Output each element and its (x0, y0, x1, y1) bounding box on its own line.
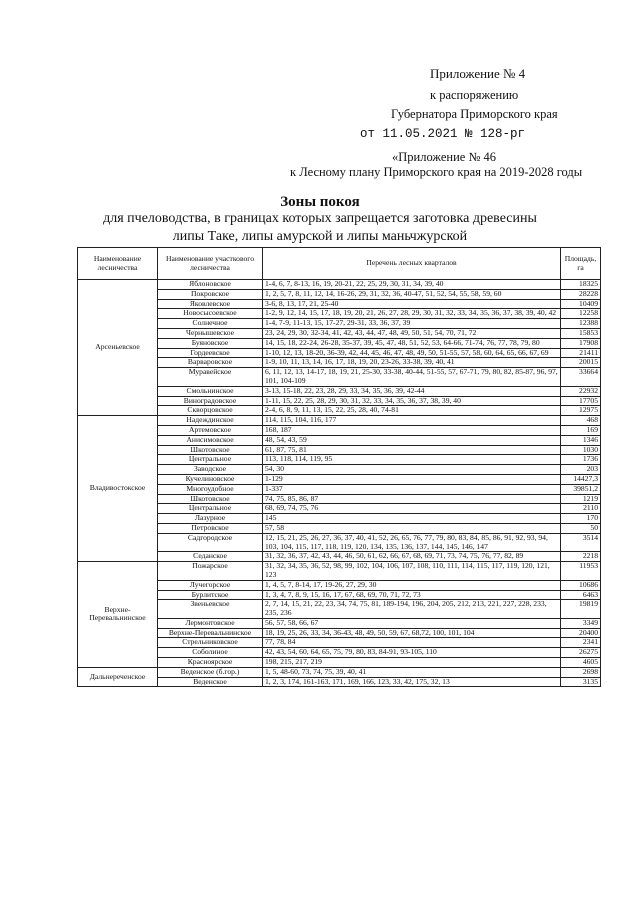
section-cell: Лазурное (158, 514, 263, 524)
area-cell: 468 (561, 416, 601, 426)
section-cell: Стрельниковское (158, 638, 263, 648)
area-cell: 21411 (561, 348, 601, 358)
table-row (78, 416, 601, 426)
section-cell: Центральное (158, 504, 263, 514)
area-cell: 12388 (561, 319, 601, 329)
section-cell: Смольнинское (158, 386, 263, 396)
area-cell: 10686 (561, 580, 601, 590)
quarters-cell: 18, 19, 25, 26, 33, 34, 36-43, 48, 49, 50, 59, 67, 68,72, 100, 101, 104 (263, 628, 561, 638)
section-cell: Кучелиновское (158, 474, 263, 484)
section-cell: Яковлевское (158, 299, 263, 309)
section-cell: Седанское (158, 552, 263, 562)
area-cell: 2218 (561, 552, 601, 562)
table-header-row (78, 248, 601, 280)
forest-plan-reference: к Лесному плану Приморского края на 2019-2028 годы (290, 165, 583, 179)
quarters-cell: 54, 30 (263, 465, 561, 475)
quarters-cell: 77, 78, 84 (263, 638, 561, 648)
section-cell: Яблоновское (158, 280, 263, 290)
table-row (78, 280, 601, 290)
section-cell: Гордеевское (158, 348, 263, 358)
area-cell: 22932 (561, 386, 601, 396)
quarters-cell: 168, 187 (263, 425, 561, 435)
quarters-cell: 1, 5, 48-60, 73, 74, 75, 39, 40, 41 (263, 667, 561, 677)
area-cell: 17705 (561, 396, 601, 406)
quarters-cell: 57, 58 (263, 523, 561, 533)
quarters-cell: 1-4, 6, 7, 8-13, 16, 19, 20-21, 22, 25, 29, 30, 31, 34, 39, 40 (263, 280, 561, 290)
quarters-cell: 1-129 (263, 474, 561, 484)
section-cell: Буяновское (158, 338, 263, 348)
forestry-cell: Владивостокское (78, 416, 158, 562)
area-cell: 12258 (561, 309, 601, 319)
area-cell: 2698 (561, 667, 601, 677)
header-section: Наименование участкового лесничества (158, 248, 263, 280)
area-cell: 2110 (561, 504, 601, 514)
header-forestry: Наименование лесничества (78, 248, 158, 280)
section-cell: Бурлитское (158, 590, 263, 600)
quarters-cell: 1-4, 7-9, 11-13, 15, 17-27, 29-31, 33, 36, 37, 39 (263, 319, 561, 329)
section-cell: Верхне-Перевальнинское (158, 628, 263, 638)
section-cell: Центральное (158, 455, 263, 465)
appendix-number: Приложение № 4 (430, 66, 526, 81)
section-cell: Виноградовское (158, 396, 263, 406)
quarters-cell: 31, 32, 34, 35, 36, 52, 98, 99, 102, 104, 106, 107, 108, 110, 111, 114, 115, 117, 119, 120, 121, 123 (263, 562, 561, 581)
section-cell: Пожарское (158, 562, 263, 581)
area-cell: 6463 (561, 590, 601, 600)
quarters-cell: 1-337 (263, 484, 561, 494)
quarters-cell: 3-13, 15-18, 22, 23, 28, 29, 33, 34, 35, 36, 39, 42-44 (263, 386, 561, 396)
quarters-cell: 114, 115, 104, 116, 177 (263, 416, 561, 426)
area-cell: 17908 (561, 338, 601, 348)
area-cell: 19819 (561, 600, 601, 619)
header-quarters: Перечень лесных кварталов (263, 248, 561, 280)
quarters-cell: 1, 2, 5, 7, 8, 11, 12, 14, 16-26, 29, 31, 32, 36, 40-47, 51, 52, 54, 55, 58, 59, 60 (263, 289, 561, 299)
table-row (78, 562, 601, 581)
area-cell: 1030 (561, 445, 601, 455)
section-cell: Скворцовское (158, 406, 263, 416)
section-cell: Новосысоевское (158, 309, 263, 319)
document-subtitle-line1: для пчеловодства, в границах которых запрещается заготовка древесины (103, 211, 537, 226)
area-cell: 11953 (561, 562, 601, 581)
area-cell: 18325 (561, 280, 601, 290)
quarters-cell: 1, 2, 3, 174, 161-163, 171, 169, 166, 123, 33, 42, 175, 32, 13 (263, 677, 561, 687)
section-cell: Веденское (б.гор.) (158, 667, 263, 677)
area-cell: 26275 (561, 648, 601, 658)
section-cell: Шкотовское (158, 445, 263, 455)
quarters-cell: 198, 215, 217, 219 (263, 658, 561, 668)
area-cell: 28228 (561, 289, 601, 299)
forestry-cell: Арсеньевское (78, 280, 158, 416)
quarters-cell: 1-10, 12, 13, 18-20, 36-39, 42, 44, 45, 46, 47, 48, 49, 50, 51-55, 57, 58, 60, 64, 65, 66, 67, 69 (263, 348, 561, 358)
section-cell: Анисимовское (158, 435, 263, 445)
governor-label: Губернатора Приморского края (391, 107, 558, 121)
section-cell: Надеждинское (158, 416, 263, 426)
table-row (78, 667, 601, 677)
section-cell: Муравейское (158, 368, 263, 387)
area-cell: 15853 (561, 328, 601, 338)
section-cell: Садгородское (158, 533, 263, 552)
section-cell: Лучегорское (158, 580, 263, 590)
section-cell: Веденское (158, 677, 263, 687)
area-cell: 14427,3 (561, 474, 601, 484)
section-cell: Многоудобное (158, 484, 263, 494)
area-cell: 20015 (561, 358, 601, 368)
area-cell: 50 (561, 523, 601, 533)
quarters-cell: 56, 57, 58, 66, 67 (263, 618, 561, 628)
section-cell: Чернышевское (158, 328, 263, 338)
quarters-cell: 23, 24, 29, 30, 32-34, 41, 42, 43, 44, 47, 48, 49, 50, 51, 54, 70, 71, 72 (263, 328, 561, 338)
header-area: Площадь, га (561, 248, 601, 280)
document-subtitle-line2: липы Таке, липы амурской и липы маньчжурской (172, 229, 468, 244)
section-cell: Петровское (158, 523, 263, 533)
area-cell: 39851,2 (561, 484, 601, 494)
table-body (78, 280, 601, 687)
appendix-46: «Приложение № 46 (392, 150, 497, 164)
quarters-cell: 145 (263, 514, 561, 524)
quarters-cell: 1, 3, 4, 7, 8, 9, 15, 16, 17, 67, 68, 69, 70, 71, 72, 73 (263, 590, 561, 600)
forestry-cell: Дальнереченское (78, 667, 158, 687)
quarters-cell: 1, 4, 5, 7, 8-14, 17, 19-26, 27, 29, 30 (263, 580, 561, 590)
quarters-cell: 48, 54, 43, 59 (263, 435, 561, 445)
area-cell: 10409 (561, 299, 601, 309)
section-cell: Солнечное (158, 319, 263, 329)
area-cell: 33664 (561, 368, 601, 387)
section-cell: Звеньевское (158, 600, 263, 619)
order-date-number: от 11.05.2021 № 128-рг (360, 127, 526, 141)
quarters-cell: 1-11, 15, 22, 25, 28, 29, 30, 31, 32, 33, 34, 35, 36, 37, 38, 39, 40 (263, 396, 561, 406)
section-cell: Варваровское (158, 358, 263, 368)
quarters-cell: 113, 118, 114, 119, 95 (263, 455, 561, 465)
section-cell: Артемовское (158, 425, 263, 435)
area-cell: 3514 (561, 533, 601, 552)
area-cell: 170 (561, 514, 601, 524)
area-cell: 12975 (561, 406, 601, 416)
quarters-cell: 6, 11, 12, 13, 14-17, 18, 19, 21, 25-30, 33-38, 40-44, 51-55, 57, 67-71, 79, 80, 82, 85-87, 96, 97, 101, 104-109 (263, 368, 561, 387)
quarters-cell: 3-6, 8, 13, 17, 21, 25-40 (263, 299, 561, 309)
quarters-cell: 1-9, 10, 11, 13, 14, 16, 17, 18, 19, 20, 23-26, 33-38, 39, 40, 41 (263, 358, 561, 368)
order-reference: к распоряжению (430, 88, 519, 102)
area-cell: 20400 (561, 628, 601, 638)
section-cell: Красноярское (158, 658, 263, 668)
document-title: Зоны покоя (280, 194, 360, 210)
section-cell: Заводское (158, 465, 263, 475)
area-cell: 203 (561, 465, 601, 475)
quarters-cell: 74, 75, 85, 86, 87 (263, 494, 561, 504)
area-cell: 3135 (561, 677, 601, 687)
quarters-cell: 31, 32, 36, 37, 42, 43, 44, 46, 50, 61, 62, 66, 67, 68, 69, 71, 73, 74, 75, 76, 77, 82, 89 (263, 552, 561, 562)
area-cell: 169 (561, 425, 601, 435)
quarters-cell: 2-4, 6, 8, 9, 11, 13, 15, 22, 25, 28, 40, 74-81 (263, 406, 561, 416)
quarters-cell: 12, 15, 21, 25, 26, 27, 36, 37, 40, 41, 52, 26, 65, 76, 77, 79, 80, 83, 84, 85, 86, 91, 92, 93, 94, 103, 104, 115, 117, 118, 119, 120, 134, 135, 136, 137, 144, 145, 146, 147 (263, 533, 561, 552)
quarters-cell: 2, 7, 14, 15, 21, 22, 23, 34, 74, 75, 81, 189-194, 196, 204, 205, 212, 213, 221, 227, 228, 233, 235, 236 (263, 600, 561, 619)
section-cell: Покровское (158, 289, 263, 299)
quarters-cell: 68, 69, 74, 75, 76 (263, 504, 561, 514)
area-cell: 3349 (561, 618, 601, 628)
quarters-cell: 61, 87, 75, 81 (263, 445, 561, 455)
area-cell: 1346 (561, 435, 601, 445)
section-cell: Лермонтовское (158, 618, 263, 628)
quarters-cell: 1-2, 9, 12, 14, 15, 17, 18, 19, 20, 21, 26, 27, 28, 29, 30, 31, 32, 33, 34, 35, 36, 37, 38, 39, 40, 42 (263, 309, 561, 319)
quarters-cell: 42, 43, 54, 60, 64, 65, 75, 79, 80, 83, 84-91, 93-105, 110 (263, 648, 561, 658)
area-cell: 2341 (561, 638, 601, 648)
section-cell: Шкотовское (158, 494, 263, 504)
forestry-cell: Верхне-Перевальнинское (78, 562, 158, 668)
rest-zones-table (77, 247, 601, 687)
area-cell: 1736 (561, 455, 601, 465)
quarters-cell: 14, 15, 18, 22-24, 26-28, 35-37, 39, 45, 47, 48, 51, 52, 53, 64-66, 71-74, 76, 77, 78, 79, 80 (263, 338, 561, 348)
area-cell: 4605 (561, 658, 601, 668)
area-cell: 1219 (561, 494, 601, 504)
section-cell: Соболиное (158, 648, 263, 658)
